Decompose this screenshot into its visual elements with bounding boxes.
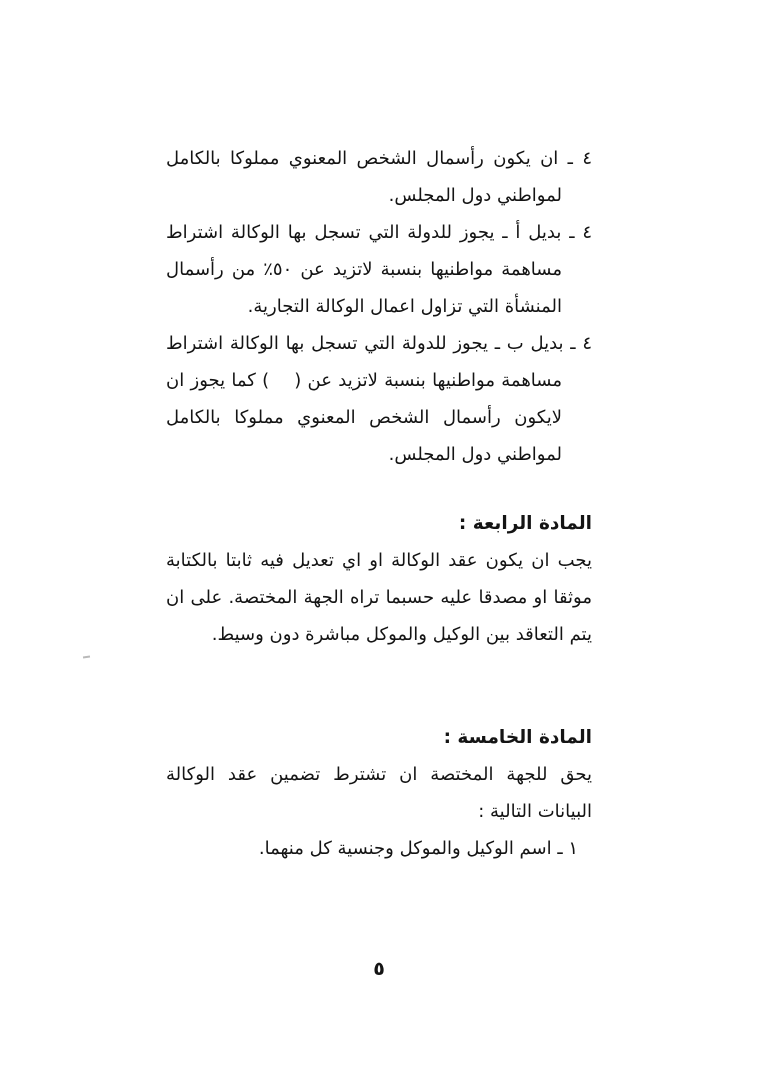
page-number: ٥ xyxy=(373,958,385,980)
text-block xyxy=(166,140,592,867)
scan-artifact-mark xyxy=(83,656,90,659)
article-5-title: المادة الخامسة : xyxy=(443,727,592,748)
clause-4: ٤ ـ ان يكون رأسمال الشخص المعنوي مملوكا بالكامل لمواطني دول المجلس. xyxy=(166,148,592,206)
article-5-body: يحق للجهة المختصة ان تشترط تضمين عقد الوكالة البيانات التالية : xyxy=(166,764,592,822)
clause-4-alternative-a: ٤ ـ بديل أ ـ يجوز للدولة التي تسجل بها الوكالة اشتراط مساهمة مواطنيها بنسبة لاتزيد عن ٥٠٪ من رأسمال المنشأة التي تزاول اعمال الوكالة التجارية. xyxy=(166,222,592,317)
article-5-item-1: ١ ـ اسم الوكيل والموكل وجنسية كل منهما. xyxy=(258,838,578,859)
article-4-body: يجب ان يكون عقد الوكالة او اي تعديل فيه ثابتا بالكتابة موثقا او مصدقا عليه حسبما تراه الجهة المختصة. على ان يتم التعاقد بين الوكيل والموكل مباشرة دون وسيط. xyxy=(166,550,592,645)
article-4-title: المادة الرابعة : xyxy=(458,513,592,534)
clause-4-alternative-b: ٤ ـ بديل ب ـ يجوز للدولة التي تسجل بها الوكالة اشتراط مساهمة مواطنيها بنسبة لاتزيد عن ( ) كما يجوز ان لايكون رأسمال الشخص المعنوي مملوكا بالكامل لمواطني دول المجلس. xyxy=(166,333,592,465)
